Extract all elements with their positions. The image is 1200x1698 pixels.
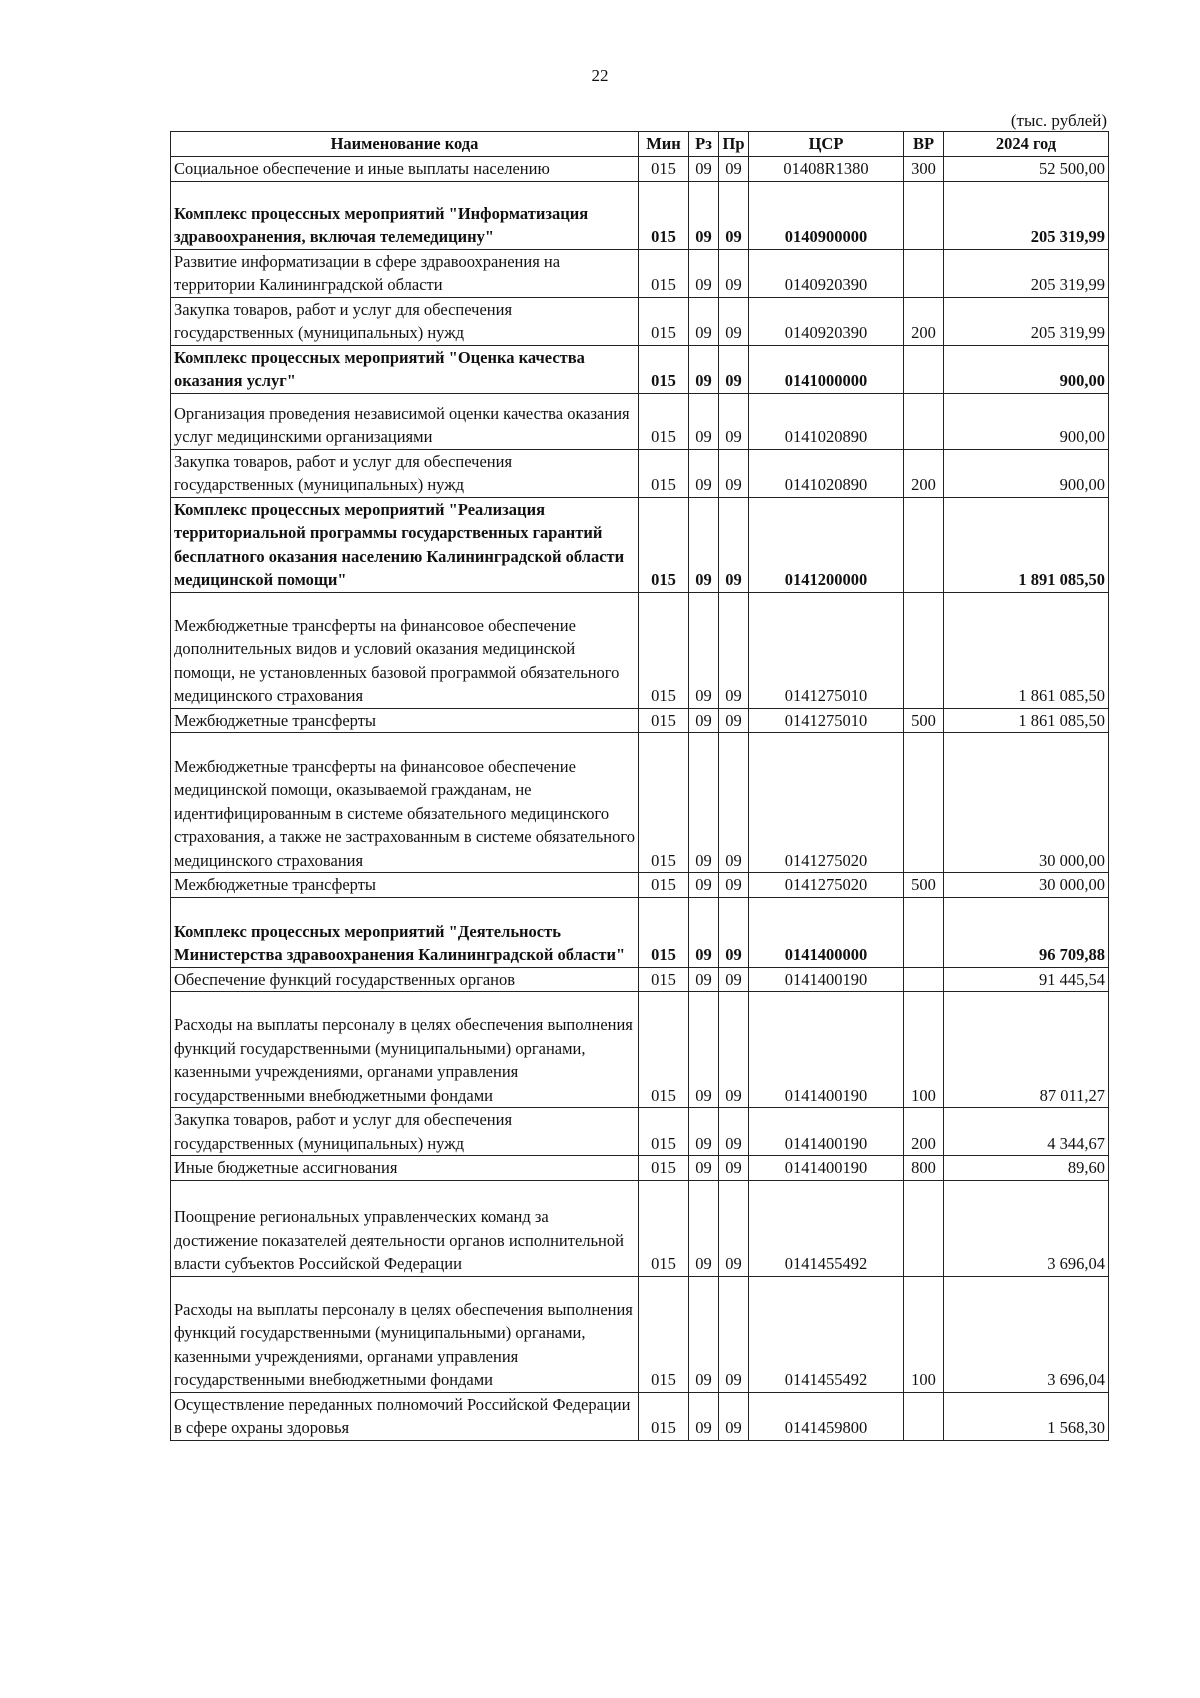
cell-vr xyxy=(904,1392,944,1440)
cell-rz: 09 xyxy=(689,1108,719,1156)
cell-vr xyxy=(904,967,944,992)
cell-pr: 09 xyxy=(719,393,749,449)
cell-pr: 09 xyxy=(719,1180,749,1276)
cell-name: Комплекс процессных мероприятий "Деятельность Министерства здравоохранения Калининградской области" xyxy=(171,897,639,967)
cell-min: 015 xyxy=(639,345,689,393)
cell-csr: 01408R1380 xyxy=(749,157,904,182)
cell-amount: 900,00 xyxy=(944,449,1109,497)
cell-rz: 09 xyxy=(689,297,719,345)
cell-amount: 1 568,30 xyxy=(944,1392,1109,1440)
table-row xyxy=(171,1276,1109,1392)
cell-amount: 30 000,00 xyxy=(944,733,1109,873)
table-row xyxy=(171,1156,1109,1181)
cell-amount: 205 319,99 xyxy=(944,249,1109,297)
cell-rz: 09 xyxy=(689,249,719,297)
cell-vr xyxy=(904,733,944,873)
cell-amount: 205 319,99 xyxy=(944,181,1109,249)
cell-rz: 09 xyxy=(689,873,719,898)
cell-pr: 09 xyxy=(719,873,749,898)
cell-vr: 500 xyxy=(904,708,944,733)
cell-vr: 100 xyxy=(904,992,944,1108)
header-min: Мин xyxy=(639,132,689,157)
cell-min: 015 xyxy=(639,181,689,249)
cell-csr: 0141275010 xyxy=(749,708,904,733)
cell-amount: 96 709,88 xyxy=(944,897,1109,967)
cell-pr: 09 xyxy=(719,1392,749,1440)
cell-rz: 09 xyxy=(689,497,719,592)
cell-name: Межбюджетные трансферты xyxy=(171,873,639,898)
cell-vr: 500 xyxy=(904,873,944,898)
cell-amount: 1 861 085,50 xyxy=(944,708,1109,733)
cell-csr: 0141275020 xyxy=(749,873,904,898)
cell-name: Обеспечение функций государственных органов xyxy=(171,967,639,992)
cell-min: 015 xyxy=(639,967,689,992)
cell-vr xyxy=(904,345,944,393)
cell-amount: 3 696,04 xyxy=(944,1180,1109,1276)
cell-vr: 100 xyxy=(904,1276,944,1392)
table-row xyxy=(171,1392,1109,1440)
cell-min: 015 xyxy=(639,733,689,873)
cell-pr: 09 xyxy=(719,708,749,733)
cell-min: 015 xyxy=(639,157,689,182)
header-vr: ВР xyxy=(904,132,944,157)
cell-name: Расходы на выплаты персоналу в целях обеспечения выполнения функций государственными (муниципальными) органами, казенными учреждениями, органами управления государственными внебюджетными фондами xyxy=(171,992,639,1108)
cell-csr: 0141000000 xyxy=(749,345,904,393)
cell-vr xyxy=(904,592,944,708)
cell-amount: 52 500,00 xyxy=(944,157,1109,182)
cell-vr xyxy=(904,897,944,967)
page-number: 22 xyxy=(591,66,609,85)
budget-table xyxy=(170,131,1109,1441)
cell-name: Социальное обеспечение и иные выплаты населению xyxy=(171,157,639,182)
cell-min: 015 xyxy=(639,592,689,708)
cell-vr xyxy=(904,393,944,449)
cell-min: 015 xyxy=(639,992,689,1108)
cell-csr: 0141275010 xyxy=(749,592,904,708)
cell-vr xyxy=(904,249,944,297)
header-name: Наименование кода xyxy=(171,132,639,157)
table-row xyxy=(171,967,1109,992)
table-row xyxy=(171,345,1109,393)
units-label: (тыс. рублей) xyxy=(1010,111,1107,130)
cell-pr: 09 xyxy=(719,157,749,182)
cell-csr: 0140900000 xyxy=(749,181,904,249)
cell-csr: 0141200000 xyxy=(749,497,904,592)
cell-amount: 205 319,99 xyxy=(944,297,1109,345)
cell-name: Закупка товаров, работ и услуг для обеспечения государственных (муниципальных) нужд xyxy=(171,1108,639,1156)
cell-rz: 09 xyxy=(689,897,719,967)
cell-name: Межбюджетные трансферты на финансовое обеспечение дополнительных видов и условий оказания медицинской помощи, не установленных базовой программой обязательного медицинского страхования xyxy=(171,592,639,708)
cell-rz: 09 xyxy=(689,393,719,449)
cell-amount: 900,00 xyxy=(944,393,1109,449)
cell-min: 015 xyxy=(639,497,689,592)
cell-csr: 0140920390 xyxy=(749,297,904,345)
cell-pr: 09 xyxy=(719,897,749,967)
cell-csr: 0141400190 xyxy=(749,1156,904,1181)
cell-pr: 09 xyxy=(719,345,749,393)
cell-rz: 09 xyxy=(689,592,719,708)
table-row xyxy=(171,297,1109,345)
cell-vr: 200 xyxy=(904,449,944,497)
cell-min: 015 xyxy=(639,708,689,733)
table-row xyxy=(171,393,1109,449)
cell-csr: 0141275020 xyxy=(749,733,904,873)
cell-vr xyxy=(904,1180,944,1276)
cell-csr: 0141455492 xyxy=(749,1180,904,1276)
cell-rz: 09 xyxy=(689,345,719,393)
cell-pr: 09 xyxy=(719,297,749,345)
table-header-row xyxy=(171,132,1109,157)
cell-pr: 09 xyxy=(719,181,749,249)
cell-rz: 09 xyxy=(689,449,719,497)
cell-min: 015 xyxy=(639,449,689,497)
cell-pr: 09 xyxy=(719,249,749,297)
cell-vr xyxy=(904,497,944,592)
cell-amount: 89,60 xyxy=(944,1156,1109,1181)
cell-rz: 09 xyxy=(689,157,719,182)
cell-amount: 30 000,00 xyxy=(944,873,1109,898)
cell-name: Межбюджетные трансферты xyxy=(171,708,639,733)
cell-name: Поощрение региональных управленческих команд за достижение показателей деятельности органов исполнительной власти субъектов Российской Федерации xyxy=(171,1180,639,1276)
cell-name: Иные бюджетные ассигнования xyxy=(171,1156,639,1181)
cell-min: 015 xyxy=(639,1392,689,1440)
header-rz: Рз xyxy=(689,132,719,157)
cell-rz: 09 xyxy=(689,967,719,992)
table-row xyxy=(171,897,1109,967)
cell-pr: 09 xyxy=(719,449,749,497)
cell-rz: 09 xyxy=(689,733,719,873)
cell-csr: 0141020890 xyxy=(749,449,904,497)
cell-name: Комплекс процессных мероприятий "Оценка качества оказания услуг" xyxy=(171,345,639,393)
cell-min: 015 xyxy=(639,249,689,297)
table-row xyxy=(171,1108,1109,1156)
cell-pr: 09 xyxy=(719,1156,749,1181)
cell-csr: 0140920390 xyxy=(749,249,904,297)
cell-name: Развитие информатизации в сфере здравоохранения на территории Калининградской области xyxy=(171,249,639,297)
cell-min: 015 xyxy=(639,897,689,967)
cell-min: 015 xyxy=(639,1108,689,1156)
cell-min: 015 xyxy=(639,1156,689,1181)
cell-csr: 0141459800 xyxy=(749,1392,904,1440)
cell-name: Комплекс процессных мероприятий "Информатизация здравоохранения, включая телемедицину" xyxy=(171,181,639,249)
cell-rz: 09 xyxy=(689,708,719,733)
cell-pr: 09 xyxy=(719,733,749,873)
header-csr: ЦСР xyxy=(749,132,904,157)
cell-min: 015 xyxy=(639,873,689,898)
cell-pr: 09 xyxy=(719,1108,749,1156)
cell-pr: 09 xyxy=(719,992,749,1108)
cell-min: 015 xyxy=(639,1180,689,1276)
table-row xyxy=(171,449,1109,497)
table-row xyxy=(171,181,1109,249)
table-row xyxy=(171,992,1109,1108)
cell-name: Комплекс процессных мероприятий "Реализация территориальной программы государственных гарантий бесплатного оказания населению Калининградской области медицинской помощи" xyxy=(171,497,639,592)
cell-min: 015 xyxy=(639,1276,689,1392)
cell-name: Организация проведения независимой оценки качества оказания услуг медицинскими организациями xyxy=(171,393,639,449)
cell-csr: 0141020890 xyxy=(749,393,904,449)
cell-name: Расходы на выплаты персоналу в целях обеспечения выполнения функций государственными (муниципальными) органами, казенными учреждениями, органами управления государственными внебюджетными фондами xyxy=(171,1276,639,1392)
cell-vr: 200 xyxy=(904,1108,944,1156)
cell-pr: 09 xyxy=(719,1276,749,1392)
cell-rz: 09 xyxy=(689,992,719,1108)
cell-pr: 09 xyxy=(719,967,749,992)
cell-amount: 1 891 085,50 xyxy=(944,497,1109,592)
cell-pr: 09 xyxy=(719,592,749,708)
cell-amount: 91 445,54 xyxy=(944,967,1109,992)
cell-vr: 800 xyxy=(904,1156,944,1181)
cell-amount: 4 344,67 xyxy=(944,1108,1109,1156)
cell-vr: 300 xyxy=(904,157,944,182)
table-row xyxy=(171,1180,1109,1276)
cell-name: Закупка товаров, работ и услуг для обеспечения государственных (муниципальных) нужд xyxy=(171,297,639,345)
cell-amount: 900,00 xyxy=(944,345,1109,393)
cell-amount: 1 861 085,50 xyxy=(944,592,1109,708)
cell-min: 015 xyxy=(639,297,689,345)
table-row xyxy=(171,708,1109,733)
cell-amount: 3 696,04 xyxy=(944,1276,1109,1392)
cell-rz: 09 xyxy=(689,1180,719,1276)
cell-name: Межбюджетные трансферты на финансовое обеспечение медицинской помощи, оказываемой гражданам, не идентифицированным в системе обязательного медицинского страхования, а также не застрахованным в системе обязательного медицинского страхования xyxy=(171,733,639,873)
table-row xyxy=(171,733,1109,873)
table-row xyxy=(171,873,1109,898)
header-year: 2024 год xyxy=(944,132,1109,157)
cell-csr: 0141455492 xyxy=(749,1276,904,1392)
table-row xyxy=(171,157,1109,182)
table-body xyxy=(171,157,1109,1441)
cell-csr: 0141400000 xyxy=(749,897,904,967)
cell-csr: 0141400190 xyxy=(749,992,904,1108)
cell-rz: 09 xyxy=(689,1156,719,1181)
cell-rz: 09 xyxy=(689,1392,719,1440)
cell-name: Закупка товаров, работ и услуг для обеспечения государственных (муниципальных) нужд xyxy=(171,449,639,497)
cell-vr xyxy=(904,181,944,249)
cell-pr: 09 xyxy=(719,497,749,592)
cell-amount: 87 011,27 xyxy=(944,992,1109,1108)
header-pr: Пр xyxy=(719,132,749,157)
table-row xyxy=(171,497,1109,592)
cell-csr: 0141400190 xyxy=(749,1108,904,1156)
cell-rz: 09 xyxy=(689,1276,719,1392)
cell-rz: 09 xyxy=(689,181,719,249)
cell-csr: 0141400190 xyxy=(749,967,904,992)
cell-vr: 200 xyxy=(904,297,944,345)
table-row xyxy=(171,249,1109,297)
table-row xyxy=(171,592,1109,708)
cell-name: Осуществление переданных полномочий Российской Федерации в сфере охраны здоровья xyxy=(171,1392,639,1440)
cell-min: 015 xyxy=(639,393,689,449)
